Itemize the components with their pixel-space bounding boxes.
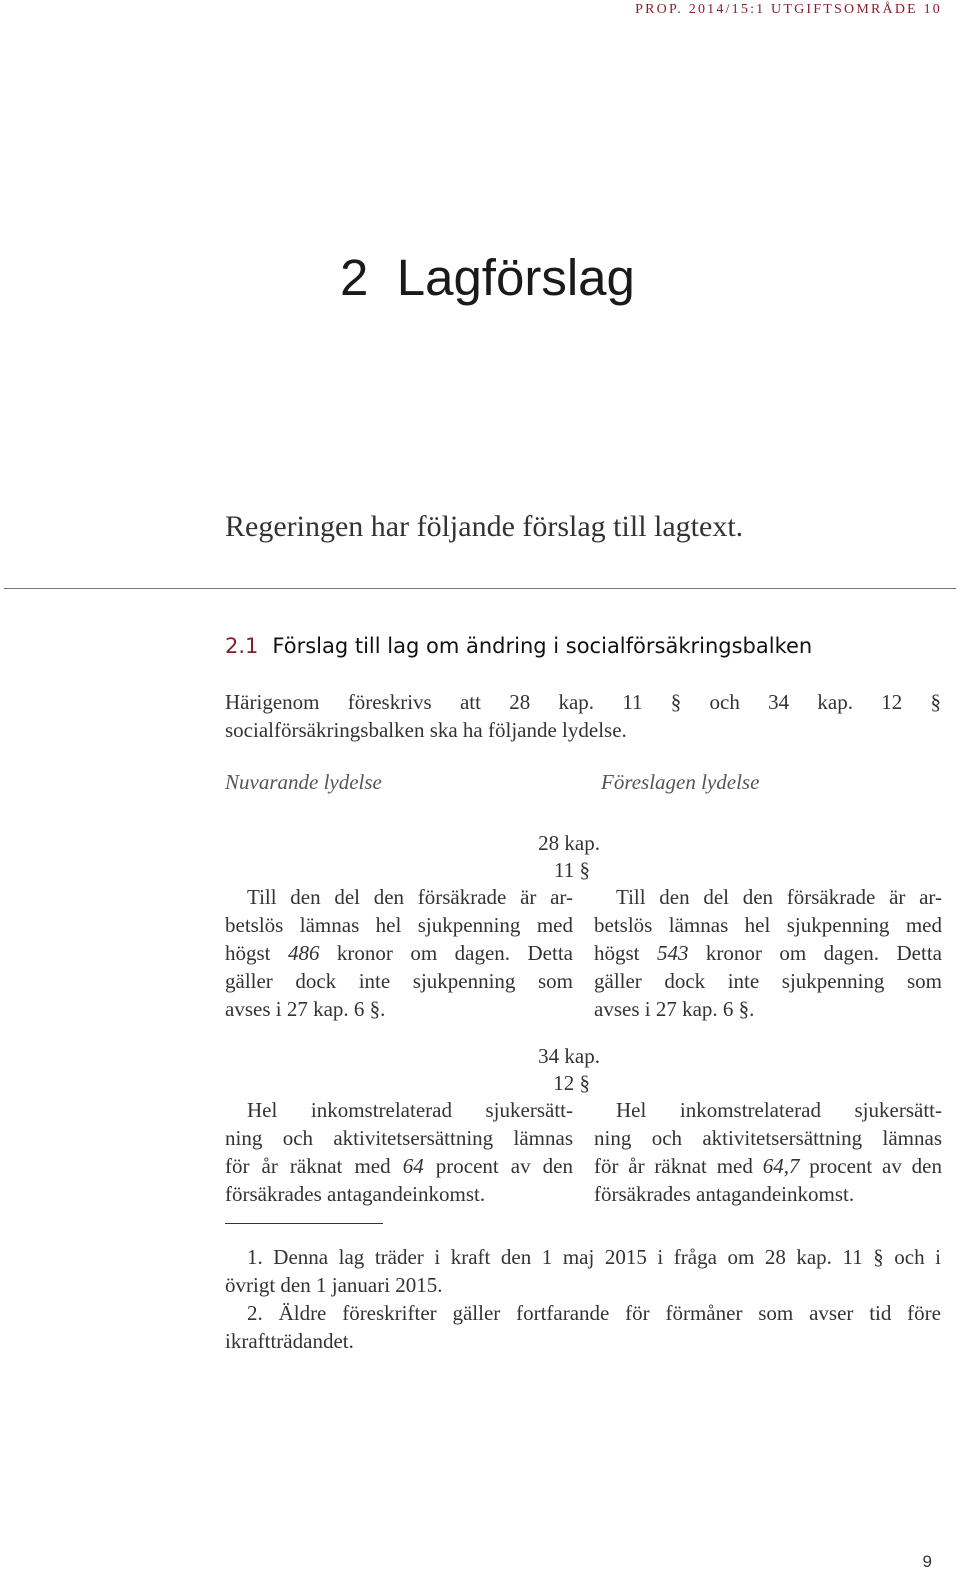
text-line: försäkrades antagandeinkomst. [594, 1182, 855, 1206]
enactment-line-1: Härigenom föreskrivs att 28 kap. 11 § och 34 kap. 12 § [225, 690, 941, 714]
chapter-number: 2 [340, 249, 369, 306]
section-title: Förslag till lag om ändring i socialförsäkringsbalken [272, 634, 813, 658]
text-line: högst 486 kronor om dagen. Detta [225, 941, 573, 965]
proposed-text-34-12 [594, 1096, 942, 1208]
intro-text: Regeringen har följande förslag till lagtext. [225, 510, 744, 543]
text-line: Hel inkomstrelaterad sjukersätt- [616, 1098, 942, 1122]
chapter-ref-34: 34 kap. [538, 1044, 600, 1068]
text-line: högst 543 kronor om dagen. Detta [594, 941, 942, 965]
text-line: gäller dock inte sjukpenning som [594, 969, 942, 993]
transitional-divider [225, 1223, 383, 1224]
text-line: Till den del den försäkrade är ar- [247, 885, 573, 909]
text-line: Hel inkomstrelaterad sjukersätt- [247, 1098, 573, 1122]
text-line: avses i 27 kap. 6 §. [594, 997, 755, 1021]
page-number: 9 [922, 1552, 932, 1571]
running-header: PROP. 2014/15:1 UTGIFTSOMRÅDE 10 [635, 2, 942, 17]
transitional-item-1-line-2: övrigt den 1 januari 2015. [225, 1273, 443, 1297]
text-line: betslös lämnas hel sjukpenning med [225, 913, 573, 937]
text-line: ning och aktivitetsersättning lämnas [225, 1126, 573, 1150]
percent-current: 64 [402, 1154, 424, 1178]
transitional-provisions [225, 1243, 941, 1355]
chapter-ref-28: 28 kap. [538, 831, 600, 855]
text-line: betslös lämnas hel sjukpenning med [594, 913, 942, 937]
section-heading [225, 634, 812, 658]
section-number: 2.1 [225, 634, 259, 658]
section-ref-12: 12 § [553, 1071, 590, 1095]
section-divider [4, 588, 956, 589]
amount-proposed: 543 [656, 941, 689, 965]
transitional-item-1-line-1: 1. Denna lag träder i kraft den 1 maj 2015 i fråga om 28 kap. 11 § och i [247, 1245, 941, 1269]
chapter-title: Lagförslag [396, 249, 635, 306]
amount-current: 486 [287, 941, 320, 965]
current-text-28-11 [225, 883, 573, 1023]
current-wording-label: Nuvarande lydelse [225, 770, 382, 794]
percent-proposed: 64,7 [762, 1154, 800, 1178]
transitional-item-2-line-2: ikraftträdandet. [225, 1329, 354, 1353]
section-ref-11: 11 § [554, 858, 590, 882]
proposed-wording-label: Föreslagen lydelse [601, 770, 760, 794]
text-line: Till den del den försäkrade är ar- [616, 885, 942, 909]
proposed-text-28-11 [594, 883, 942, 1023]
text-line: avses i 27 kap. 6 §. [225, 997, 386, 1021]
current-text-34-12 [225, 1096, 573, 1208]
transitional-item-2-line-1: 2. Äldre föreskrifter gäller fortfarande för förmåner som avser tid före [247, 1301, 941, 1325]
enactment-line-2: socialförsäkringsbalken ska ha följande lydelse. [225, 718, 627, 742]
text-line: försäkrades antagandeinkomst. [225, 1182, 486, 1206]
chapter-heading [340, 248, 635, 307]
enactment-clause [225, 688, 941, 744]
text-line: för år räknat med 64,7 procent av den [594, 1154, 942, 1178]
text-line: för år räknat med 64 procent av den [225, 1154, 573, 1178]
text-line: ning och aktivitetsersättning lämnas [594, 1126, 942, 1150]
text-line: gäller dock inte sjukpenning som [225, 969, 573, 993]
